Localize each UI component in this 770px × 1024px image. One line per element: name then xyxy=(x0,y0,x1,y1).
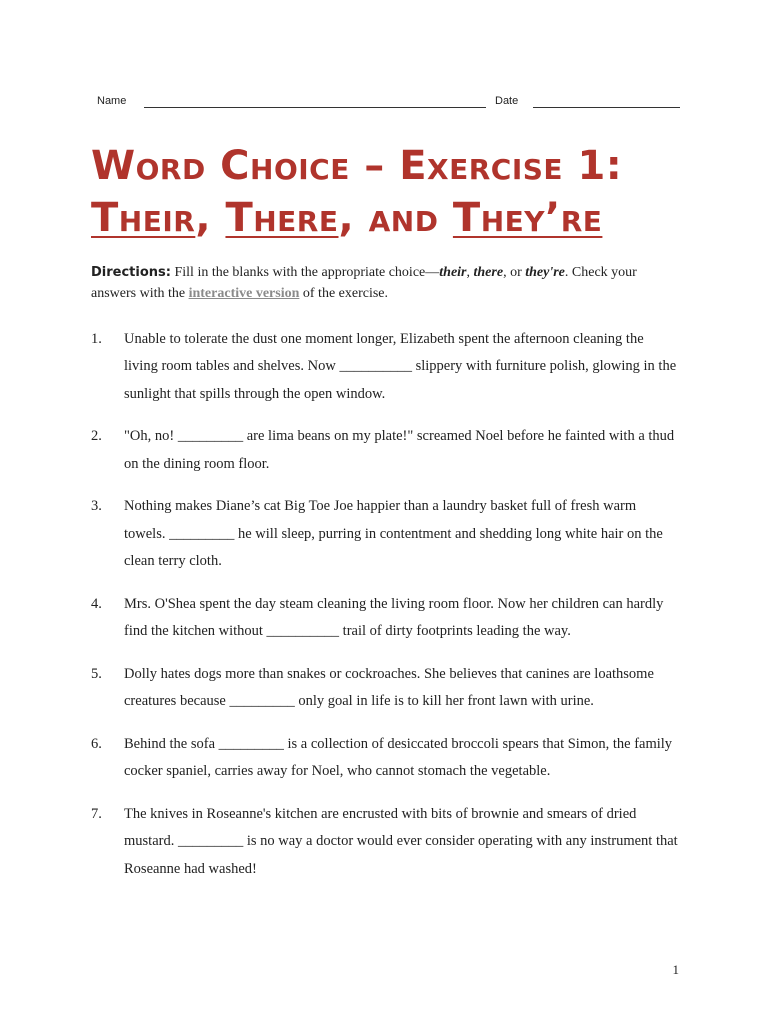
exercise-list xyxy=(91,326,681,899)
title-word-there: There xyxy=(225,195,339,241)
directions xyxy=(91,262,681,304)
item-text: Mrs. O'Shea spent the day steam cleaning the living room floor. Now her children can hardly find the kitchen without __________ trail of dirty footprints leading the way. xyxy=(124,595,664,640)
date-label: Date xyxy=(495,95,519,107)
item-number: 2. xyxy=(91,428,102,445)
exercise-item xyxy=(91,661,681,716)
name-label: Name xyxy=(97,95,127,107)
name-date-header xyxy=(97,93,680,111)
choice-there: there xyxy=(473,265,504,280)
item-text: Unable to tolerate the dust one moment longer, Elizabeth spent the afternoon cleaning the living room tables and shelves. Now __________ slippery with furniture polish, glowing in the sunlight that spills through the open window. xyxy=(124,331,677,402)
item-number: 7. xyxy=(91,806,102,823)
exercise-item xyxy=(91,493,681,575)
directions-text: of the exercise. xyxy=(299,286,389,301)
directions-text: , xyxy=(466,265,474,280)
title-separator: , xyxy=(195,195,226,241)
directions-text: , or xyxy=(503,265,526,280)
page-number: 1 xyxy=(672,962,679,977)
title-line-1: Word Choice – Exercise 1: xyxy=(91,143,623,189)
title-word-theyre: They’re xyxy=(452,195,603,241)
item-text: The knives in Roseanne's kitchen are encrusted with bits of brownie and smears of dried mustard. _________ is no way a doctor would ever consider operating with any instrument that Roseanne had washed! xyxy=(124,806,678,877)
item-number: 4. xyxy=(91,595,102,612)
directions-text: Fill in the blanks with the appropriate choice— xyxy=(170,265,440,280)
item-text: Behind the sofa _________ is a collection of desiccated broccoli spears that Simon, the family cocker spaniel, carries away for Noel, who cannot stomach the vegetable. xyxy=(124,736,673,780)
item-number: 6. xyxy=(91,736,102,753)
exercise-item xyxy=(91,591,681,646)
directions-text: . Check your answers with the xyxy=(91,265,637,301)
exercise-item xyxy=(91,326,681,408)
title-word-their: Their xyxy=(91,195,196,241)
page-title xyxy=(91,140,711,244)
exercise-item xyxy=(91,731,681,786)
title-separator: , and xyxy=(338,195,453,241)
item-text: Dolly hates dogs more than snakes or cockroaches. She believes that canines are loathsome creatures because _________ only goal in life is to kill her front lawn with urine. xyxy=(124,665,654,710)
exercise-item xyxy=(91,801,681,883)
item-number: 1. xyxy=(91,331,102,347)
item-number: 5. xyxy=(91,665,102,682)
choice-theyre: they're xyxy=(525,265,565,280)
interactive-version-link[interactable]: interactive version xyxy=(188,286,300,301)
choice-their: their xyxy=(439,265,467,280)
name-field[interactable] xyxy=(144,107,486,108)
exercise-item xyxy=(91,423,681,478)
date-field[interactable] xyxy=(533,107,680,108)
item-text: Nothing makes Diane’s cat Big Toe Joe happier than a laundry basket full of fresh warm towels. _________ he will sleep, purring in contentment and shedding long white hair on the clean terry cloth. xyxy=(124,498,663,570)
item-number: 3. xyxy=(91,498,102,515)
directions-label: Directions: xyxy=(91,265,171,280)
item-text: "Oh, no! _________ are lima beans on my plate!" screamed Noel before he fainted with a thud on the dining room floor. xyxy=(124,428,675,472)
